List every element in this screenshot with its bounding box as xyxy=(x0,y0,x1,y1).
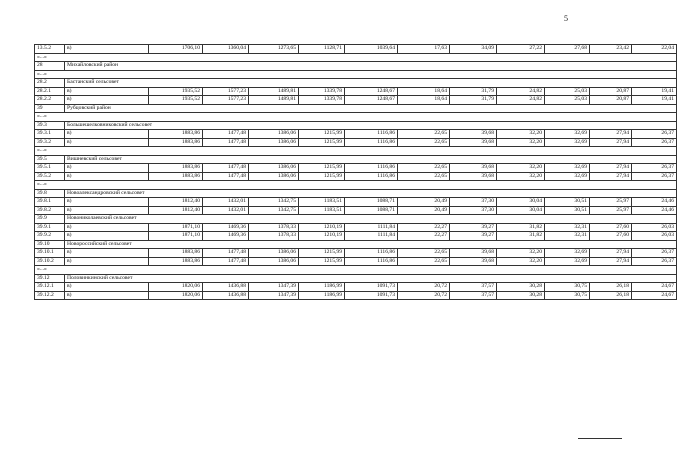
row-label: в) xyxy=(65,96,149,105)
cell-value: 26,37 xyxy=(632,172,677,181)
cell-value: 26,03 xyxy=(632,232,677,241)
cell-value: 32,69 xyxy=(545,164,590,173)
cell-value: 30,28 xyxy=(497,283,545,292)
cell-value: 37,57 xyxy=(450,291,497,300)
cell-value: 37,57 xyxy=(450,283,497,292)
cell-value: 1215,99 xyxy=(299,257,345,266)
section-header-row xyxy=(35,79,677,88)
cell-value: 30,04 xyxy=(497,198,545,207)
cell-value: 1210,19 xyxy=(299,223,345,232)
cell-value: 1347,39 xyxy=(249,291,299,300)
cell-value: 1111,84 xyxy=(345,232,398,241)
cell-value: 20,49 xyxy=(398,198,450,207)
cell-value: 1883,86 xyxy=(149,172,203,181)
cell-value: 1883,86 xyxy=(149,164,203,173)
table-row xyxy=(35,198,677,207)
cell-value: 27,94 xyxy=(590,249,632,258)
row-code: 39.5.1 xyxy=(35,164,65,173)
row-label: в) xyxy=(65,172,149,181)
row-label: в) xyxy=(65,206,149,215)
row-code: 13.5.2 xyxy=(35,45,65,54)
cell-value: 1378,33 xyxy=(249,232,299,241)
cell-value: 1386,06 xyxy=(249,249,299,258)
cell-value: 25,97 xyxy=(590,206,632,215)
cell-value: 26,37 xyxy=(632,130,677,139)
cell-value: 26,37 xyxy=(632,257,677,266)
cell-value: 22,04 xyxy=(632,45,677,54)
cell-value: 27,94 xyxy=(590,138,632,147)
cell-value: 1386,06 xyxy=(249,138,299,147)
row-label: в) xyxy=(65,291,149,300)
cell-value: 32,20 xyxy=(497,164,545,173)
cell-value: 39,68 xyxy=(450,164,497,173)
cell-value: 1183,51 xyxy=(299,206,345,215)
section-code: 39.3 xyxy=(35,121,65,130)
cell-value: 25,03 xyxy=(545,87,590,96)
cell-value: 1378,33 xyxy=(249,223,299,232)
cell-value: 1820,06 xyxy=(149,283,203,292)
cell-value: 32,69 xyxy=(545,172,590,181)
cell-value: 24,82 xyxy=(497,87,545,96)
cell-value: 20,72 xyxy=(398,283,450,292)
cell-value: 1477,48 xyxy=(203,249,249,258)
cell-value: 23,42 xyxy=(590,45,632,54)
cell-value: 31,79 xyxy=(450,87,497,96)
cell-value: 24,46 xyxy=(632,198,677,207)
cell-value: 39,27 xyxy=(450,232,497,241)
cell-value: 1039,64 xyxy=(345,45,398,54)
cell-value: 30,75 xyxy=(545,283,590,292)
cell-value: 19,41 xyxy=(632,87,677,96)
cell-value: 1883,86 xyxy=(149,130,203,139)
cell-value: 1339,78 xyxy=(299,87,345,96)
table-body xyxy=(35,45,677,300)
cell-value: 27,22 xyxy=(497,45,545,54)
cell-value: 1432,01 xyxy=(203,206,249,215)
cell-value: 1088,71 xyxy=(345,198,398,207)
row-code: 39.3.1 xyxy=(35,130,65,139)
row-code: 39.10.2 xyxy=(35,257,65,266)
ellipsis-marker: «...» xyxy=(35,181,677,190)
section-header-row xyxy=(35,215,677,224)
cell-value: 24,67 xyxy=(632,291,677,300)
cell-value: 1186,99 xyxy=(299,283,345,292)
section-title: Бастанский сельсовет xyxy=(65,79,677,88)
cell-value: 1248,67 xyxy=(345,87,398,96)
section-code: 39 xyxy=(35,104,65,113)
section-header-row xyxy=(35,189,677,198)
cell-value: 1128,71 xyxy=(299,45,345,54)
cell-value: 1186,99 xyxy=(299,291,345,300)
cell-value: 26,37 xyxy=(632,138,677,147)
row-code: 39.12.1 xyxy=(35,283,65,292)
ellipsis-marker: «...» xyxy=(35,147,677,156)
cell-value: 22,65 xyxy=(398,257,450,266)
cell-value: 27,94 xyxy=(590,257,632,266)
cell-value: 22,65 xyxy=(398,164,450,173)
cell-value: 1360,04 xyxy=(203,45,249,54)
row-label: в) xyxy=(65,138,149,147)
section-title: Новороссийский сельсовет xyxy=(65,240,677,249)
cell-value: 1812,40 xyxy=(149,198,203,207)
section-header-row xyxy=(35,121,677,130)
cell-value: 24,46 xyxy=(632,206,677,215)
table-row xyxy=(35,291,677,300)
section-code: 28.2 xyxy=(35,79,65,88)
cell-value: 20,72 xyxy=(398,291,450,300)
cell-value: 1273,65 xyxy=(249,45,299,54)
cell-value: 1116,86 xyxy=(345,138,398,147)
cell-value: 30,51 xyxy=(545,198,590,207)
cell-value: 1116,86 xyxy=(345,172,398,181)
cell-value: 22,65 xyxy=(398,138,450,147)
row-label: в) xyxy=(65,45,149,54)
cell-value: 1477,48 xyxy=(203,172,249,181)
cell-value: 31,82 xyxy=(497,223,545,232)
section-header-row xyxy=(35,104,677,113)
cell-value: 1215,99 xyxy=(299,164,345,173)
cell-value: 1871,10 xyxy=(149,223,203,232)
section-title: Новоалександровский сельсовет xyxy=(65,189,677,198)
cell-value: 32,69 xyxy=(545,138,590,147)
cell-value: 1342,75 xyxy=(249,206,299,215)
cell-value: 20,87 xyxy=(590,87,632,96)
cell-value: 1215,99 xyxy=(299,249,345,258)
cell-value: 1116,86 xyxy=(345,130,398,139)
cell-value: 32,69 xyxy=(545,249,590,258)
cell-value: 27,68 xyxy=(545,45,590,54)
cell-value: 1116,86 xyxy=(345,257,398,266)
section-code: 39.5 xyxy=(35,155,65,164)
row-code: 39.10.1 xyxy=(35,249,65,258)
row-code: 39.8.2 xyxy=(35,206,65,215)
table-row xyxy=(35,164,677,173)
row-label: в) xyxy=(65,87,149,96)
cell-value: 24,82 xyxy=(497,96,545,105)
cell-value: 39,68 xyxy=(450,249,497,258)
table-row xyxy=(35,96,677,105)
section-title: Новониколаевский сельсовет xyxy=(65,215,677,224)
cell-value: 37,30 xyxy=(450,198,497,207)
footer-rule xyxy=(578,438,622,439)
table-row xyxy=(35,130,677,139)
cell-value: 1386,06 xyxy=(249,172,299,181)
cell-value: 32,31 xyxy=(545,232,590,241)
cell-value: 18,64 xyxy=(398,96,450,105)
cell-value: 1883,86 xyxy=(149,249,203,258)
cell-value: 39,68 xyxy=(450,138,497,147)
section-code: 39.9 xyxy=(35,215,65,224)
table-row xyxy=(35,138,677,147)
cell-value: 22,65 xyxy=(398,172,450,181)
row-code: 39.9.2 xyxy=(35,232,65,241)
cell-value: 39,27 xyxy=(450,223,497,232)
table-row xyxy=(35,172,677,181)
row-label: в) xyxy=(65,249,149,258)
row-label: в) xyxy=(65,130,149,139)
cell-value: 1116,86 xyxy=(345,164,398,173)
cell-value: 1935,52 xyxy=(149,96,203,105)
row-code: 39.3.2 xyxy=(35,138,65,147)
cell-value: 25,97 xyxy=(590,198,632,207)
cell-value: 1183,51 xyxy=(299,198,345,207)
cell-value: 1436,88 xyxy=(203,283,249,292)
section-code: 39.12 xyxy=(35,274,65,283)
section-title: Вишневский сельсовет xyxy=(65,155,677,164)
section-code: 39.8 xyxy=(35,189,65,198)
table-row xyxy=(35,257,677,266)
cell-value: 26,18 xyxy=(590,283,632,292)
cell-value: 30,04 xyxy=(497,206,545,215)
cell-value: 30,28 xyxy=(497,291,545,300)
cell-value: 32,31 xyxy=(545,223,590,232)
cell-value: 1477,48 xyxy=(203,138,249,147)
cell-value: 34,09 xyxy=(450,45,497,54)
cell-value: 27,94 xyxy=(590,164,632,173)
cell-value: 32,20 xyxy=(497,138,545,147)
ellipsis-row xyxy=(35,70,677,79)
cell-value: 26,37 xyxy=(632,164,677,173)
row-label: в) xyxy=(65,232,149,241)
cell-value: 30,75 xyxy=(545,291,590,300)
cell-value: 25,03 xyxy=(545,96,590,105)
cell-value: 1215,99 xyxy=(299,172,345,181)
row-label: в) xyxy=(65,223,149,232)
cell-value: 32,20 xyxy=(497,172,545,181)
cell-value: 1210,19 xyxy=(299,232,345,241)
tariff-table xyxy=(34,44,677,300)
cell-value: 30,51 xyxy=(545,206,590,215)
row-code: 28.2.1 xyxy=(35,87,65,96)
ellipsis-marker: «...» xyxy=(35,266,677,275)
ellipsis-row xyxy=(35,147,677,156)
cell-value: 39,68 xyxy=(450,257,497,266)
cell-value: 1215,99 xyxy=(299,138,345,147)
cell-value: 32,69 xyxy=(545,130,590,139)
table-row xyxy=(35,206,677,215)
cell-value: 1386,06 xyxy=(249,164,299,173)
cell-value: 1339,78 xyxy=(299,96,345,105)
cell-value: 22,65 xyxy=(398,130,450,139)
cell-value: 27,60 xyxy=(590,223,632,232)
cell-value: 37,30 xyxy=(450,206,497,215)
cell-value: 1386,06 xyxy=(249,257,299,266)
section-code: 28 xyxy=(35,62,65,71)
section-header-row xyxy=(35,62,677,71)
cell-value: 1883,86 xyxy=(149,257,203,266)
cell-value: 26,18 xyxy=(590,291,632,300)
cell-value: 1432,01 xyxy=(203,198,249,207)
section-title: Большешелковниковский сельсовет xyxy=(65,121,677,130)
cell-value: 1436,88 xyxy=(203,291,249,300)
cell-value: 1469,36 xyxy=(203,223,249,232)
cell-value: 39,68 xyxy=(450,130,497,139)
cell-value: 20,87 xyxy=(590,96,632,105)
cell-value: 1342,75 xyxy=(249,198,299,207)
cell-value: 1116,86 xyxy=(345,249,398,258)
cell-value: 26,03 xyxy=(632,223,677,232)
cell-value: 1577,23 xyxy=(203,96,249,105)
section-header-row xyxy=(35,274,677,283)
cell-value: 31,82 xyxy=(497,232,545,241)
cell-value: 27,60 xyxy=(590,232,632,241)
table-row xyxy=(35,283,677,292)
row-code: 39.5.2 xyxy=(35,172,65,181)
cell-value: 1871,10 xyxy=(149,232,203,241)
section-title: Рубцовский район xyxy=(65,104,677,113)
section-title: Михайловский район xyxy=(65,62,677,71)
row-code: 39.12.2 xyxy=(35,291,65,300)
cell-value: 1111,84 xyxy=(345,223,398,232)
cell-value: 1489,81 xyxy=(249,96,299,105)
cell-value: 24,67 xyxy=(632,283,677,292)
cell-value: 27,94 xyxy=(590,130,632,139)
row-code: 39.8.1 xyxy=(35,198,65,207)
cell-value: 32,20 xyxy=(497,257,545,266)
table-row xyxy=(35,45,677,54)
section-header-row xyxy=(35,240,677,249)
table-row xyxy=(35,223,677,232)
cell-value: 32,20 xyxy=(497,249,545,258)
cell-value: 26,37 xyxy=(632,249,677,258)
cell-value: 1386,06 xyxy=(249,130,299,139)
cell-value: 27,94 xyxy=(590,172,632,181)
cell-value: 20,49 xyxy=(398,206,450,215)
cell-value: 32,69 xyxy=(545,257,590,266)
cell-value: 1706,10 xyxy=(149,45,203,54)
ellipsis-marker: «...» xyxy=(35,70,677,79)
cell-value: 19,41 xyxy=(632,96,677,105)
cell-value: 22,65 xyxy=(398,249,450,258)
page-number: 5 xyxy=(564,14,568,23)
cell-value: 39,68 xyxy=(450,172,497,181)
cell-value: 1469,36 xyxy=(203,232,249,241)
cell-value: 1812,40 xyxy=(149,206,203,215)
ellipsis-row xyxy=(35,266,677,275)
cell-value: 1248,67 xyxy=(345,96,398,105)
cell-value: 1215,99 xyxy=(299,130,345,139)
row-label: в) xyxy=(65,198,149,207)
ellipsis-marker: «...» xyxy=(35,53,677,62)
section-title: Половинкинский сельсовет xyxy=(65,274,677,283)
cell-value: 18,64 xyxy=(398,87,450,96)
row-code: 39.9.1 xyxy=(35,223,65,232)
ellipsis-row xyxy=(35,53,677,62)
cell-value: 22,27 xyxy=(398,232,450,241)
ellipsis-row xyxy=(35,113,677,122)
section-header-row xyxy=(35,155,677,164)
cell-value: 1883,86 xyxy=(149,138,203,147)
cell-value: 22,27 xyxy=(398,223,450,232)
cell-value: 1477,48 xyxy=(203,164,249,173)
cell-value: 1347,39 xyxy=(249,283,299,292)
row-label: в) xyxy=(65,283,149,292)
cell-value: 1477,48 xyxy=(203,257,249,266)
table-row xyxy=(35,87,677,96)
row-label: в) xyxy=(65,164,149,173)
cell-value: 1577,23 xyxy=(203,87,249,96)
row-code: 28.2.2 xyxy=(35,96,65,105)
cell-value: 17,63 xyxy=(398,45,450,54)
cell-value: 1088,71 xyxy=(345,206,398,215)
cell-value: 32,20 xyxy=(497,130,545,139)
ellipsis-marker: «...» xyxy=(35,113,677,122)
cell-value: 1820,06 xyxy=(149,291,203,300)
cell-value: 1091,73 xyxy=(345,283,398,292)
cell-value: 1477,48 xyxy=(203,130,249,139)
table-row xyxy=(35,249,677,258)
cell-value: 1935,52 xyxy=(149,87,203,96)
row-label: в) xyxy=(65,257,149,266)
section-code: 39.10 xyxy=(35,240,65,249)
table-row xyxy=(35,232,677,241)
cell-value: 1091,73 xyxy=(345,291,398,300)
cell-value: 1489,81 xyxy=(249,87,299,96)
cell-value: 31,79 xyxy=(450,96,497,105)
ellipsis-row xyxy=(35,181,677,190)
